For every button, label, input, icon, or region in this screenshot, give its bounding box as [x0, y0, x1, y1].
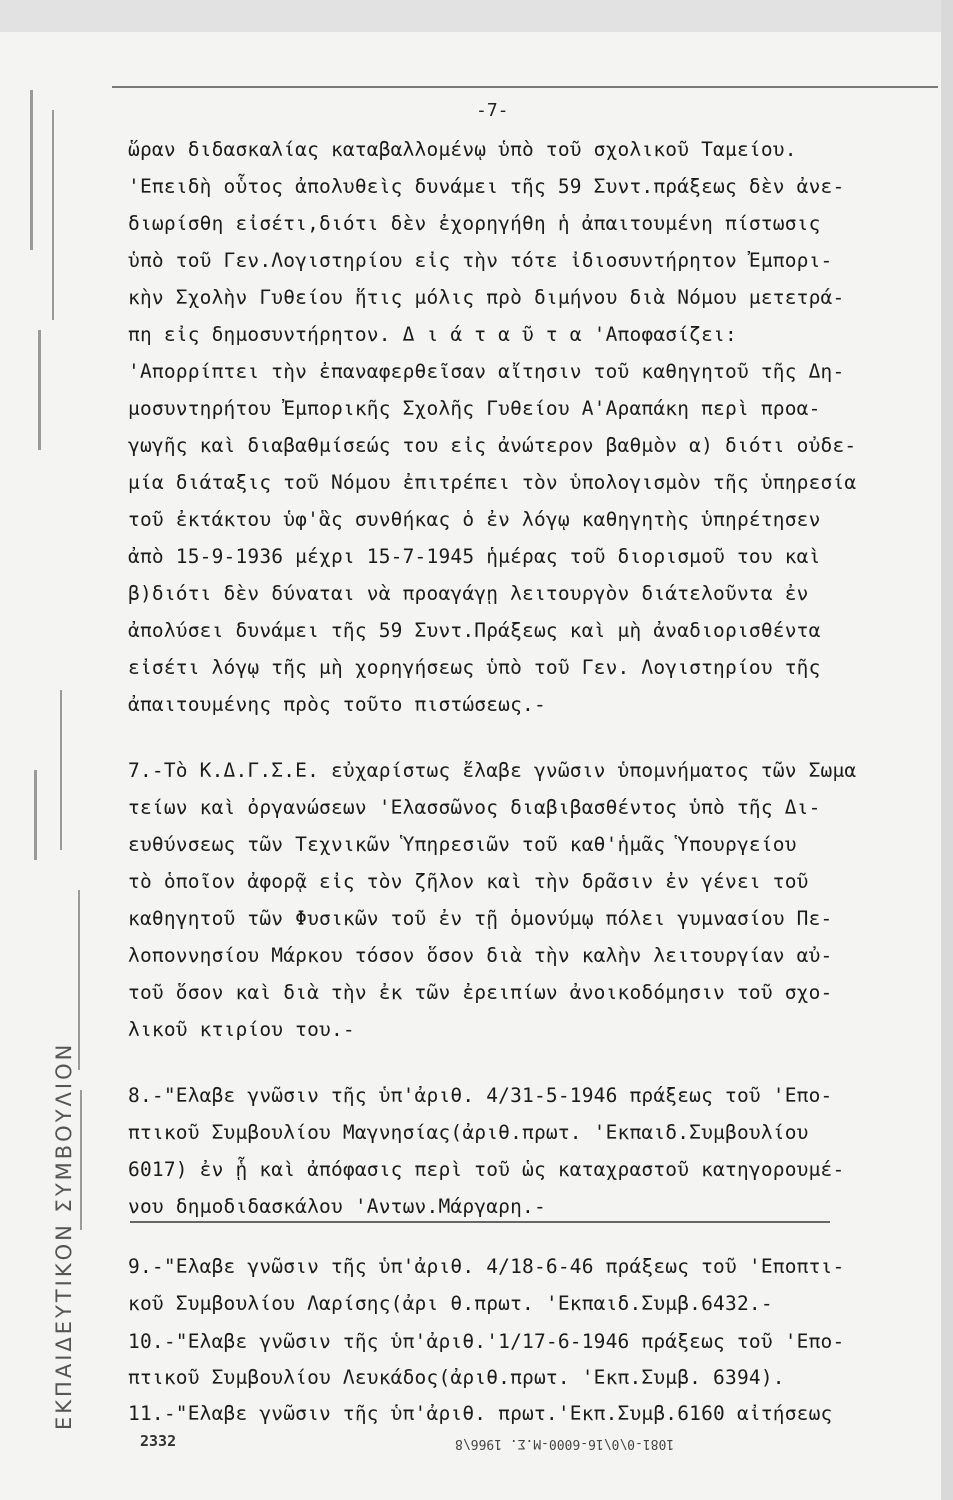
text-line: κὴν Σχολὴν Γυθείου ἥτις μόλις πρὸ διμήνου διὰ Νόμου μετετρά- — [128, 286, 845, 309]
text-line: 9.-"Ελαβε γνῶσιν τῆς ὑπ'ἀριθ. 4/18-6-46 πράξεως τοῦ 'Εποπτι- — [128, 1255, 845, 1278]
text-line: πη εἰς δημοσυντήρητον. Δ ι ά τ α ῦ τ α 'Αποφασίζει: — [128, 323, 737, 346]
text-line: ὑπὸ τοῦ Γεν.Λογιστηρίου εἰς τὴν τότε ἰδιοσυντήρητον Ἐμπορι- — [128, 249, 833, 272]
text-line: μία διάταξις τοῦ Νόμου ἐπιτρέπει τὸν ὑπολογισμὸν τῆς ὑπηρεσία — [128, 471, 857, 494]
text-line: μοσυντηρήτου Ἐμπορικῆς Σχολῆς Γυθείου Α'Αραπάκη περὶ προα- — [128, 397, 821, 420]
text-line: κοῦ Συμβουλίου Λαρίσης(ἀρι θ.πρωτ. 'Εκπαιδ.Συμβ.6432.- — [128, 1292, 773, 1315]
text-line: 'Επειδὴ οὗτος ἀπολυθεὶς δυνάμει τῆς 59 Συντ.πράξεως δὲν ἀνε- — [128, 175, 845, 198]
text-line: τὸ ὁποῖον ἀφορᾷ εἰς τὸν ζῆλον καὶ τὴν δρᾶσιν ἐν γένει τοῦ — [128, 870, 809, 893]
scan-right-edge — [941, 0, 953, 1500]
text-line: 10.-"Ελαβε γνῶσιν τῆς ὑπ'ἀριθ.'1/17-6-1946 πράξεως τοῦ 'Επο- — [128, 1330, 845, 1353]
section-rule — [130, 1221, 830, 1223]
text-line: νου δημοδιδασκάλου 'Αντων.Μάργαρη.- — [128, 1195, 546, 1218]
text-line: γωγῆς καὶ διαβαθμίσεώς του εἰς ἀνώτερον βαθμὸν α) διότι οὐδε- — [128, 434, 857, 457]
side-stamp: ΕΚΠΑΙΔΕΥΤΙΚΟΝ ΣΥΜΒΟΥΛΙΟΝ — [52, 1041, 76, 1430]
text-line: καθηγητοῦ τῶν Φυσικῶν τοῦ ἐν τῇ ὁμονύμῳ πόλει γυμνασίου Πε- — [128, 907, 833, 930]
footer-mark: 2332 — [140, 1432, 177, 1450]
text-line: διωρίσθη εἰσέτι,διότι δὲν ἐχορηγήθη ἡ ἀπαιτουμένη πίστωσις — [128, 212, 821, 235]
scan-top-edge — [0, 0, 953, 32]
text-line: ευθύνσεως τῶν Τεχνικῶν Ὑπηρεσιῶν τοῦ καθ'ἡμᾶς Ὑπουργείου — [128, 833, 797, 856]
text-line: τοῦ ὅσον καὶ διὰ τὴν ἐκ τῶν ἐρειπίων ἀνοικοδόμησιν τοῦ σχο- — [128, 981, 833, 1004]
text-line: 8.-"Ελαβε γνῶσιν τῆς ὑπ'ἀριθ. 4/31-5-1946 πράξεως τοῦ 'Επο- — [128, 1084, 833, 1107]
text-line: λικοῦ κτιρίου του.- — [128, 1018, 355, 1041]
text-line: πτικοῦ Συμβουλίου Λευκάδος(ἀριθ.πρωτ. 'Εκπ.Συμβ. 6394). — [128, 1366, 785, 1389]
footer-print-code: 1081-0\0\16-6000-Μ.Σ. 1966\8 — [455, 1436, 675, 1451]
text-line: 11.-"Ελαβε γνῶσιν τῆς ὑπ'ἀριθ. πρωτ.'Εκπ.Συμβ.6160 αἰτήσεως — [128, 1402, 833, 1425]
text-line: τείων καὶ ὀργανώσεων 'Ελασσῶνος διαβιβασθέντος ὑπὸ τῆς Δι- — [128, 796, 821, 819]
text-line: 7.-Τὸ Κ.Δ.Γ.Σ.Ε. εὐχαρίστως ἔλαβε γνῶσιν ὑπομνήματος τῶν Σωμα — [128, 759, 857, 782]
header-rule — [112, 86, 938, 88]
text-line: β)διότι δὲν δύναται νὰ προαγάγῃ λειτουργὸν διάτελοῦντα ἐν — [128, 582, 809, 605]
page-number: -7- — [476, 100, 509, 121]
text-line: ἀπολύσει δυνάμει τῆς 59 Συντ.Πράξεως καὶ μὴ ἀναδιορισθέντα — [128, 619, 821, 642]
text-line: πτικοῦ Συμβουλίου Μαγνησίας(ἀριθ.πρωτ. 'Εκπαιδ.Συμβουλίου — [128, 1121, 809, 1144]
text-line: 6017) ἐν ᾗ καὶ ἀπόφασις περὶ τοῦ ὡς καταχραστοῦ κατηγορουμέ- — [128, 1158, 845, 1181]
text-line: ὥραν διδασκαλίας καταβαλλομένῳ ὑπὸ τοῦ σχολικοῦ Ταμείου. — [128, 138, 797, 161]
text-line: ἀπὸ 15-9-1936 μέχρι 15-7-1945 ἡμέρας τοῦ διορισμοῦ του καὶ — [128, 545, 821, 568]
text-line: ἀπαιτουμένης πρὸς τοῦτο πιστώσεως.- — [128, 693, 546, 716]
text-line: τοῦ ἐκτάκτου ὑφ'ἃς συνθήκας ὁ ἐν λόγῳ καθηγητὴς ὑπηρέτησεν — [128, 508, 821, 531]
text-line: εἰσέτι λόγῳ τῆς μὴ χορηγήσεως ὑπὸ τοῦ Γεν. Λογιστηρίου τῆς — [128, 656, 821, 679]
text-line: λοποννησίου Μάρκου τόσον ὅσον διὰ τὴν καλὴν λειτουργίαν αὐ- — [128, 944, 833, 967]
text-line: 'Απορρίπτει τὴν ἐπαναφερθεῖσαν αἴτησιν τοῦ καθηγητοῦ τῆς Δη- — [128, 360, 845, 383]
